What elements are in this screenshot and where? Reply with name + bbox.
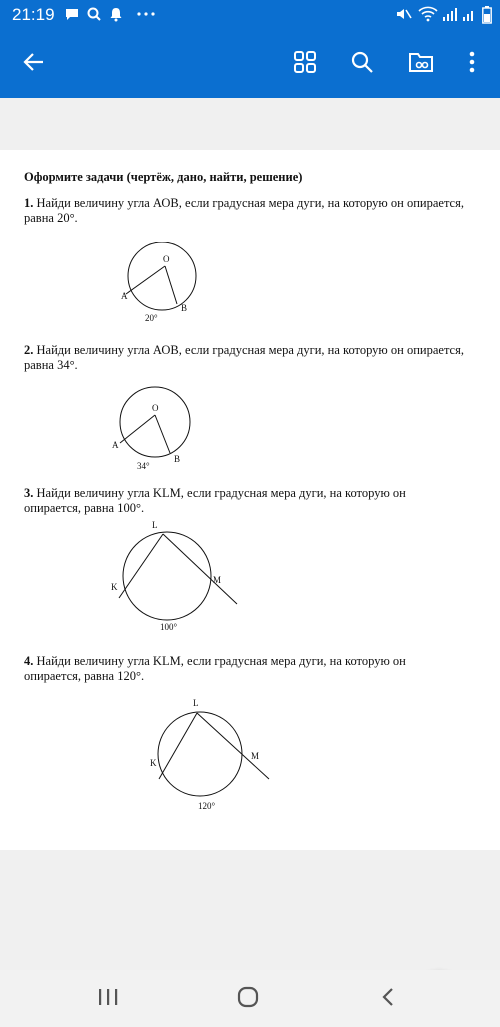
home-button[interactable] bbox=[228, 984, 268, 1014]
left-point-label: K bbox=[111, 582, 118, 592]
signal-icon bbox=[462, 6, 476, 27]
mute-icon bbox=[394, 6, 412, 27]
recent-apps-button[interactable] bbox=[88, 984, 128, 1014]
folder-link-icon bbox=[408, 50, 434, 79]
vertex-label: L bbox=[193, 698, 199, 708]
arc-degree-label: 34° bbox=[137, 461, 150, 471]
document-page bbox=[0, 150, 500, 850]
vertex-label: O bbox=[163, 254, 170, 264]
more-dots-icon bbox=[136, 6, 156, 27]
document-heading: Оформите задачи (чертёж, дано, найти, решение) bbox=[24, 170, 303, 184]
left-point-label: A bbox=[112, 440, 119, 450]
recent-apps-icon bbox=[97, 988, 119, 1011]
app-bar bbox=[0, 30, 500, 98]
right-point-label: B bbox=[181, 303, 188, 313]
back-button[interactable] bbox=[14, 44, 54, 84]
right-point-label: B bbox=[174, 454, 181, 464]
task-4-figure bbox=[145, 695, 275, 816]
system-navigation-bar bbox=[0, 970, 500, 1027]
vertex-label: L bbox=[152, 520, 158, 530]
task-number: 2. bbox=[24, 343, 34, 357]
task-statement: Найди величину угла АОВ, если градусная мера дуги, на которую он опирается, равна 20°. bbox=[24, 196, 464, 225]
task-number: 4. bbox=[24, 654, 34, 668]
task-statement: Найди величину угла АОВ, если градусная мера дуги, на которую он опирается, равна 34°. bbox=[24, 343, 464, 372]
left-point-label: A bbox=[121, 291, 128, 301]
task-3-figure bbox=[105, 520, 245, 637]
status-time: 21:19 bbox=[12, 5, 55, 24]
task-1-figure bbox=[110, 242, 240, 327]
search-button[interactable] bbox=[342, 44, 382, 84]
battery-icon bbox=[482, 6, 492, 29]
task-1-text bbox=[24, 196, 464, 226]
home-icon bbox=[237, 986, 259, 1013]
right-point-label: M bbox=[213, 575, 222, 585]
status-bar bbox=[0, 0, 500, 30]
chat-bubble-icon bbox=[64, 6, 80, 27]
grid-view-icon bbox=[293, 50, 317, 79]
vertex-label: O bbox=[152, 403, 159, 413]
search-icon bbox=[350, 50, 374, 79]
notification-bell-icon bbox=[108, 6, 124, 27]
task-4-text bbox=[24, 654, 464, 684]
task-number: 1. bbox=[24, 196, 34, 210]
task-2-figure bbox=[100, 385, 220, 476]
arc-degree-label: 20° bbox=[145, 313, 158, 322]
document-viewer[interactable] bbox=[0, 98, 500, 1027]
left-point-label: K bbox=[150, 758, 157, 768]
wifi-icon bbox=[418, 6, 438, 27]
back-nav-button[interactable] bbox=[368, 984, 408, 1014]
arc-degree-label: 100° bbox=[160, 622, 178, 632]
back-icon bbox=[380, 987, 396, 1012]
task-3-text bbox=[24, 486, 464, 516]
grid-view-button[interactable] bbox=[285, 44, 325, 84]
task-2-text bbox=[24, 343, 464, 373]
signal-icon bbox=[442, 6, 458, 27]
folder-link-button[interactable] bbox=[401, 44, 441, 84]
right-point-label: M bbox=[251, 751, 260, 761]
task-number: 3. bbox=[24, 486, 34, 500]
back-arrow-icon bbox=[22, 50, 46, 79]
overflow-menu-icon bbox=[468, 50, 476, 79]
task-statement: Найди величину угла KLM, если градусная мера дуги, на которую он опирается, равна 120°. bbox=[24, 654, 406, 683]
arc-degree-label: 120° bbox=[198, 801, 216, 811]
search-icon bbox=[86, 6, 102, 27]
overflow-menu-button[interactable] bbox=[452, 44, 492, 84]
task-statement: Найди величину угла KLM, если градусная мера дуги, на которую он опирается, равна 100°. bbox=[24, 486, 406, 515]
